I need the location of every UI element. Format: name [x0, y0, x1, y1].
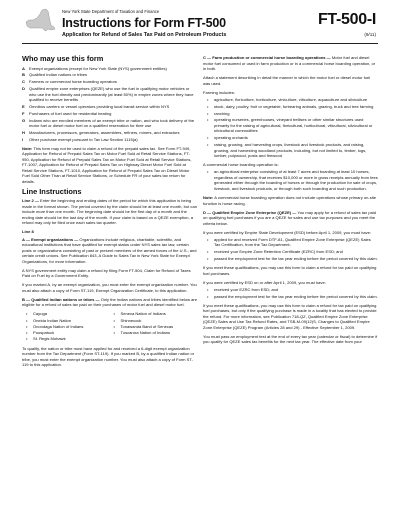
item-text: Exempt organizations (except for New York State (NYS) government entities): [29, 65, 167, 71]
farming-item: • agriculture, floriculture, horticulture, viniculture, viticulture, aquaculture and silviculture: [203, 97, 378, 103]
farming-intro: Farming includes:: [203, 89, 235, 95]
farming-list: [203, 97, 378, 159]
qualify-paragraph: To qualify, the nation or tribe must have applied for and received a 6-digit exempt organization number from the Tax Department (Form ST-119). If you marked B, by a qualified Indian nation or tribe, you must enter the exempt organization number. You must also attach a copy of Form ST-119 to this application.: [22, 345, 195, 368]
farming-item: • stock, dairy, poultry, fruit or vegetable, furbearing animals, grazing, truck and tree farming: [203, 104, 378, 110]
item-letter: B: [22, 72, 25, 78]
horse-note-label: Note:: [203, 195, 214, 201]
line-2-paragraph: [22, 198, 197, 226]
item-text: Qualified empire zone enterprises (QEZE) who use the fuel in qualifying motor vehicles or who use the fuel directly and predominantly (at least 50%) in empire zones where they have qualified to receive benefits: [29, 86, 194, 103]
tribe-item: • Shinnecock: [110, 318, 198, 324]
who-may-use-item: [22, 104, 197, 110]
requirement-item: • received your EZRC from ESD; and: [203, 287, 378, 293]
item-letter: G: [22, 117, 26, 123]
requirement-item: • passed the employment test for the tax year ending before the period covered by this claim.: [203, 294, 378, 300]
who-may-use-item: [22, 86, 197, 103]
line-8a-label: A — Exempt organizations —: [22, 236, 79, 242]
line-8-heading: Line 8: [22, 229, 34, 235]
line-8d-paragraph: [203, 210, 378, 227]
who-may-use-item: [22, 111, 197, 117]
tribe-item: • Tuscarora Nation of Indians: [110, 330, 198, 336]
line-2-text: Enter the beginning and ending dates of the period for which this application is being made in the format shown. The period covered by the claim should be at least one month, but can include more than one month. The beginning date should be the first day of a month and the ending date should be the last day of the month. If your claim is based on a QEZE exemption, a refund may only be filed once each sales tax quarter.: [22, 198, 197, 226]
horse-boarding-intro: A commercial horse boarding operation is:: [203, 162, 279, 168]
farming-item: • operating nurseries, greenhouses, vineyard trellises or other similar structures used primarily for the raising of agricultural, floricultural, horticultural, viticultural, silvicultural or silvicultural commodities: [203, 117, 378, 134]
horse-boarding-list: [203, 169, 378, 191]
who-may-use-item: [22, 79, 197, 85]
who-may-use-item: [22, 130, 197, 136]
item-letter: I: [22, 137, 24, 143]
item-text: Other purchase exempt pursuant to Tax Law Section 1115(a): [29, 137, 138, 143]
farming-item: • ranching: [203, 111, 378, 117]
line-8c-text: Motor fuel and diesel motor fuel consumed or used in farm production or in a commercial horse boarding operation, or in both.: [203, 55, 376, 71]
note-paragraph: [22, 146, 197, 185]
item-text: Qualified Indian nations or tribes: [29, 72, 88, 78]
tribes-list: [22, 311, 197, 341]
line-2-label: Line 2 —: [22, 198, 39, 204]
line-8a-paragraph: [22, 237, 197, 265]
tribe-item: • St. Regis Mohawk: [22, 336, 110, 342]
who-may-use-list: [22, 66, 197, 143]
who-may-use-item: [22, 118, 197, 129]
tribes-column-1: [22, 311, 110, 341]
note-text: This form may not be used to claim a refund of the prepaid sales tax. See Form FT-949, Application for Refund of Prepaid Sales Tax on Motor Fuel Sold at Retail Service Stations, FT-950, Application for Refund of Prepaid Sales Tax on Motor Fuel Sold at Retail Service Stations, FT-1007, Application for Refund of Prepaid Sales Tax on Highway Diesel Motor Fuel Sold at Retail Service Stations, FT-1010, Application for Refund of Prepaid Sales Tax on Diesel Motor Fuel Sold Other Than at Retail Service Stations, or Schedule FR of your sales tax return for details.: [22, 145, 192, 184]
item-text: Indians who are enrolled members of an exempt tribe or nation, and who took delivery of the motor fuel or diesel motor fuel on a qualified reservation for their use: [29, 117, 195, 129]
horse-note-text: A commercial horse boarding operation does not include operations whose primary on-site function is horse racing.: [203, 195, 376, 206]
document-subtitle: Application for Refund of Sales Tax Paid on Petroleum Products: [62, 32, 227, 38]
tribe-item: • Onondaga Nation of Indians: [22, 324, 110, 330]
farming-item: • operating orchards: [203, 135, 378, 141]
item-letter: A: [22, 65, 25, 71]
horse-note-paragraph: [203, 195, 378, 206]
certified-after-list: [203, 287, 378, 299]
item-letter: D: [22, 86, 25, 92]
new-york-state-map-icon: [24, 8, 56, 36]
tribe-item: • Oneida Indian Nation: [22, 318, 110, 324]
agency-name: New York State Department of Taxation and Finance: [62, 9, 160, 14]
line-8b-text: Only the Indian nations and tribes identified below are eligible for a refund of sales tax paid on their purchases of motor fuel and diesel motor fuel.: [22, 296, 197, 308]
refund-paragraph: If you meet these qualifications, you may use this form to claim a refund for tax paid on qualifying fuel purchases, but only if the qualifying purchase is made in a locality that has elected to provide the refund. For more information, see Publication 718-QZ, Qualified Empire Zone Enterprise (QEZE) Sales and Use Tax Refund Rates, and TSB-M-09(12)S, Changes to Qualified Empire Zone Enterprise (QEZE) Program (Articles 28 and 29) - Effective September 1, 2009.: [203, 302, 377, 330]
who-may-use-item: [22, 66, 197, 72]
who-may-use-item: [22, 137, 197, 143]
who-may-use-item: [22, 72, 197, 78]
employment-test-paragraph: You must pass an employment test at the end of every tax year (calendar or fiscal) to determine if you qualify for QEZE sales tax benefits for the next tax year. The effective date from your: [203, 333, 378, 345]
tribes-column-2: [110, 311, 198, 341]
item-text: Omnibus carriers or vessel operators providing local transit service within NYS: [29, 104, 170, 110]
header-rule: [22, 43, 378, 44]
item-letter: F: [22, 110, 25, 116]
line-8b-paragraph: [22, 297, 197, 308]
requirement-item: • passed the employment test for the tax year ending before the period covered by this claim.: [203, 256, 378, 262]
right-column: [203, 55, 378, 349]
form-code: FT-500-I: [317, 11, 376, 28]
requirement-item: • applied for and received Form DTF-81, Qualified Empire Zone Enterprise (QEZE) Sales Tax Certification, from the Tax Department;: [203, 237, 378, 248]
line-8b-label: B — Qualified Indian nations or tribes —: [22, 296, 100, 302]
tribe-item: • Seneca Nation of Indians: [110, 311, 198, 317]
item-text: Manufacturers, processors, generators, assemblers, refiners, miners, and extractors: [29, 130, 180, 136]
who-may-use-heading: Who may use this form: [22, 54, 104, 63]
form-revision-date: (9/11): [364, 32, 376, 37]
line-8d-label: D — Qualified Empire Zone Enterprise (QEZE) —: [203, 209, 297, 215]
tribe-item: • Poospatuck: [22, 330, 110, 336]
item-text: Farmers or commercial horse boarding operators: [29, 79, 117, 85]
certified-after-paragraph: If you were certified by ESD on or after April 1, 2009, you must have:: [203, 279, 326, 285]
item-letter: E: [22, 104, 25, 110]
line-instructions-heading: Line Instructions: [22, 186, 82, 196]
item-text: Purchasers of fuel used for residential heating: [29, 110, 112, 116]
line-8c-label: C — Farm production or commercial horse boarding operations —: [203, 55, 331, 60]
item-letter: H: [22, 130, 25, 136]
marked-a-paragraph: If you marked A, by an exempt organization, you must enter the exempt organization number. You must also attach a copy of Form ST-119, Exempt Organization Certificate, to this application.: [22, 282, 197, 293]
left-column: [22, 55, 197, 371]
requirement-item: • received your Empire Zone Retention Certificate (EZRC) from ESD; and: [203, 249, 378, 255]
line-8d-text: You may apply for a refund of sales tax paid on qualifying fuel purchases if you are a QEZE for sales and use tax purposes and you meet the criteria below.: [203, 209, 376, 226]
tribe-item: • Tonawanda Band of Senecas: [110, 324, 198, 330]
item-letter: C: [22, 79, 25, 85]
before-qualifications-paragraph: If you meet these qualifications, you may use this form to claim a refund for tax paid on qualifying fuel purchases.: [203, 265, 377, 276]
certified-before-paragraph: If you were certified by Empire State Development (ESD) before April 1, 2009, you must have:: [203, 229, 372, 235]
certified-before-list: [203, 237, 378, 262]
tribe-item: • Cayuga: [22, 311, 110, 317]
line-8c-paragraph: [203, 55, 378, 72]
attach-statement-paragraph: Attach a statement describing in detail the manner in which the motor fuel or diesel motor fuel was used.: [203, 75, 371, 86]
document-title: Instructions for Form FT-500: [62, 16, 226, 30]
horse-boarding-item: • an agricultural enterprise consisting of at least 7 acres and boarding at least 10 horses, regardless of ownership, that receives $10,000 or more in gross receipts annually from fees generated either through the boarding of horses or through the production for sale of crops, livestock, and livestock products, or through both such boarding and such production.: [203, 169, 378, 191]
line-8a-text: Organizations include religious, charitable, scientific, and educational institutions that have qualified for exempt status under NYS sales tax law; certain posts or organizations consisting of past or present members of the armed forces of the U.S.; and certain credit unions. See Publication 843, A Guide to Sales Tax in New York State for Exempt Organizations, for more information.: [22, 236, 197, 264]
note-label: Note:: [22, 145, 33, 151]
nys-government-paragraph: A NYS government entity may claim a refund by filing Form FT-504, Claim for Refund of Taxes Paid on Fuel by a Government Entity.: [22, 267, 191, 279]
farming-item: • raising, growing, and harvesting crops, livestock and livestock products, and raising, growing, and harvesting woodland products, including, but not limited to, timber, logs, lumber, pulpwood, posts and firewood: [203, 142, 378, 159]
